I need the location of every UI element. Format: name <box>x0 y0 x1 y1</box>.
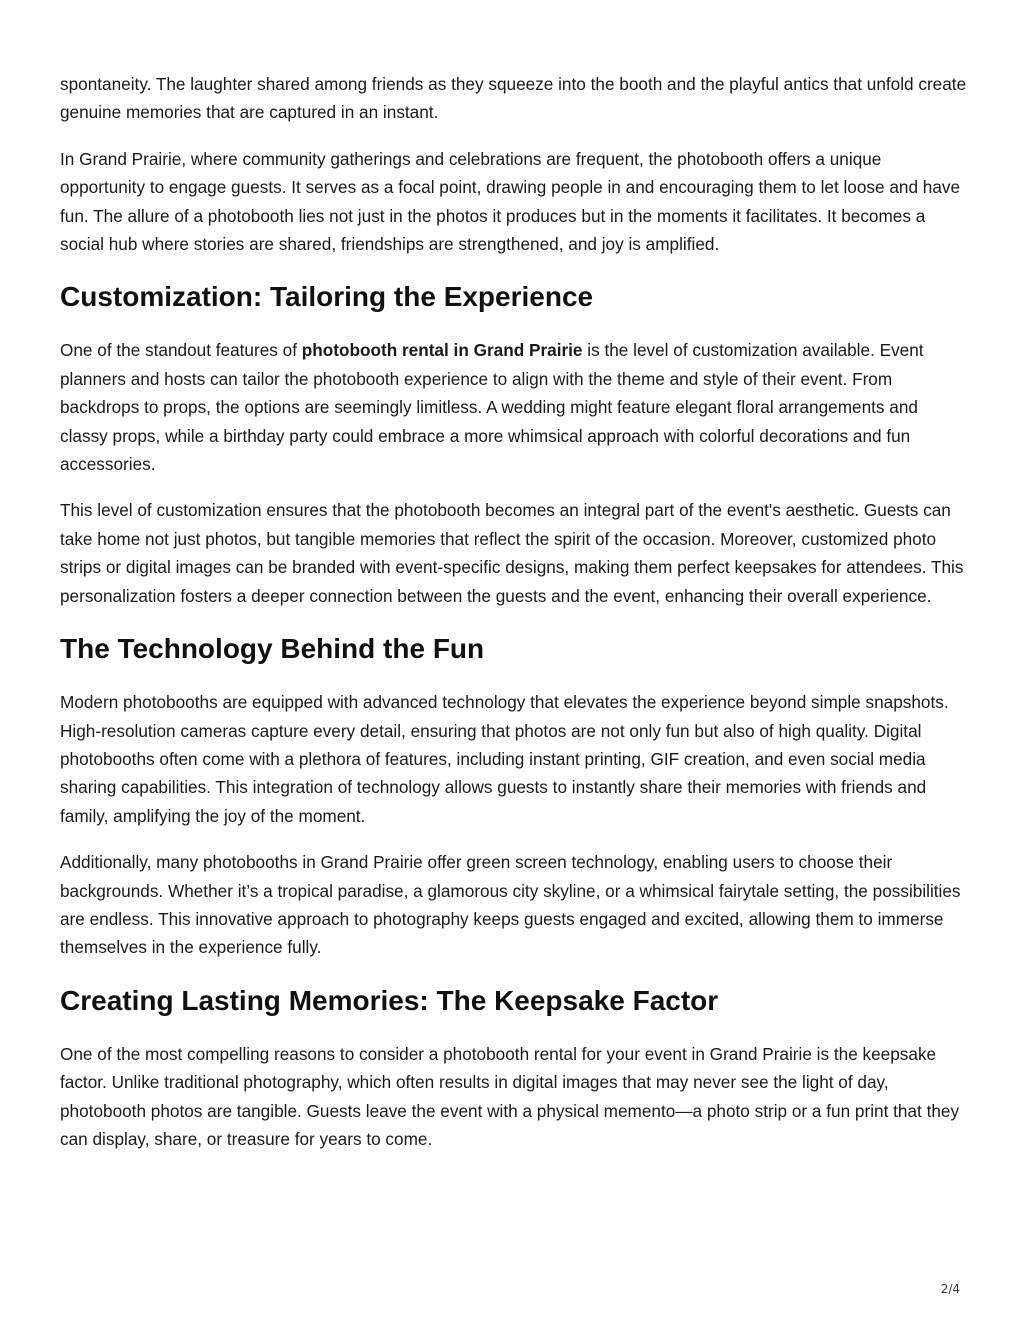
page-number: 2/4 <box>940 1282 960 1296</box>
paragraph: Additionally, many photobooths in Grand Prairie offer green screen technology, enabling users to choose their backgrounds. Whether it’s a tropical paradise, a glamorous city skyline, or a whimsical fairytale setting, the possibilities are endless. This innovative approach to photography keeps guests engaged and excited, allowing them to immerse themselves in the experience fully. <box>60 852 961 958</box>
paragraph: spontaneity. The laughter shared among friends as they squeeze into the booth and the playful antics that unfold create genuine memories that are captured in an instant. <box>60 74 967 123</box>
section-heading-keepsake: Creating Lasting Memories: The Keepsake Factor <box>60 984 719 1016</box>
paragraph: One of the most compelling reasons to consider a photobooth rental for your event in Grand Prairie is the keepsake factor. Unlike traditional photography, which often results in digital images that may never see the light of day, photobooth photos are tangible. Guests leave the event with a physical memento—a photo strip or a fun print that they can display, share, or treasure for years to come. <box>60 1043 960 1149</box>
paragraph <box>60 336 970 478</box>
paragraph: This level of customization ensures that the photobooth becomes an integral part of the event's aesthetic. Guests can take home not just photos, but tangible memories that reflect the spirit of the occasion. Moreover, customized photo strips or digital images can be branded with event-specific designs, making them perfect keepsakes for attendees. This personalization fosters a deeper connection between the guests and the event, enhancing their overall experience. <box>60 500 964 606</box>
paragraph: In Grand Prairie, where community gatherings and celebrations are frequent, the photobooth offers a unique opportunity to engage guests. It serves as a focal point, drawing people in and encouraging them to let loose and have fun. The allure of a photobooth lies not just in the photos it produces but in the moments it facilitates. It becomes a social hub where stories are shared, friendships are strengthened, and joy is amplified. <box>60 148 961 255</box>
document-body <box>60 70 970 1171</box>
section-heading-technology: The Technology Behind the Fun <box>60 633 485 665</box>
paragraph-text: One of the standout features of <box>60 340 302 361</box>
paragraph: Modern photobooths are equipped with advanced technology that elevates the experience beyond simple snapshots. High-resolution cameras capture every detail, ensuring that photos are not only fun but also of high quality. Digital photobooths often come with a plethora of features, including instant printing, GIF creation, and even social media sharing capabilities. This integration of technology allows guests to instantly share their memories with friends and family, amplifying the joy of the moment. <box>60 692 949 826</box>
section-heading-customization: Customization: Tailoring the Experience <box>60 281 594 313</box>
paragraph-text: is the level of customization available. Event planners and hosts can tailor the photobooth experience to align with the theme and style of their event. From backdrops to props, the options are seemingly limitless. A wedding might feature elegant floral arrangements and classy props, while a birthday party could embrace a more whimsical approach with colorful decorations and fun accessories. <box>60 340 924 475</box>
bold-keyword: photobooth rental in Grand Prairie <box>301 340 583 361</box>
